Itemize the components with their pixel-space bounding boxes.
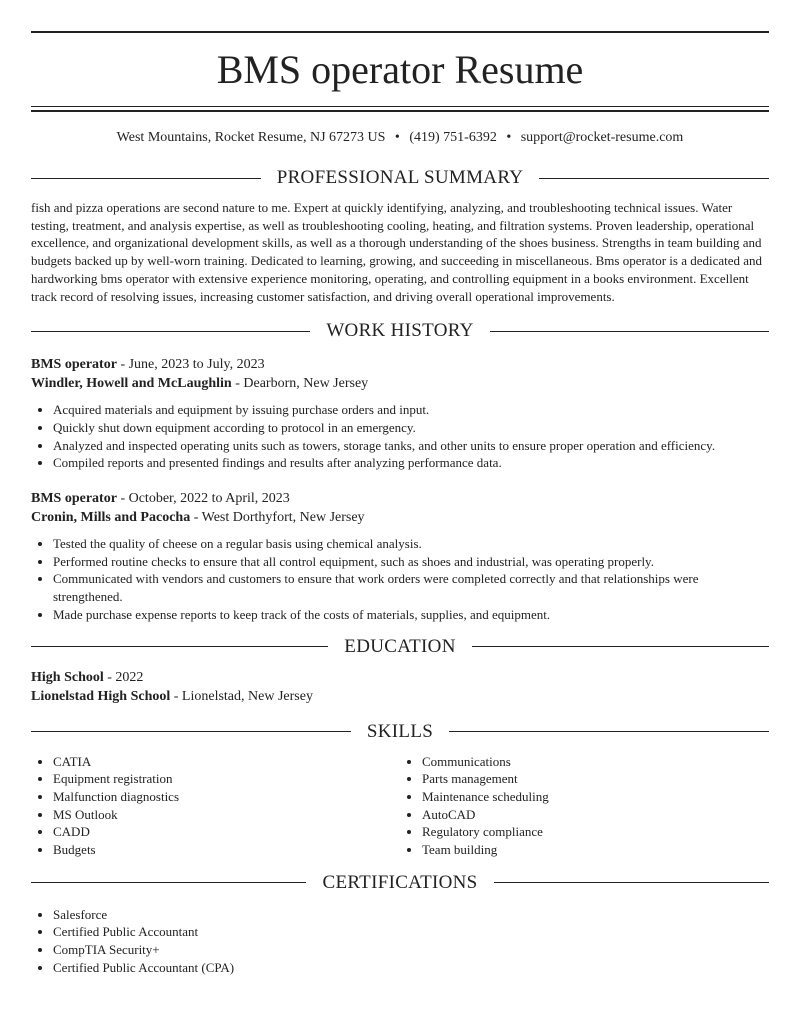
job-entry bbox=[31, 489, 769, 624]
job-company-line bbox=[31, 374, 769, 393]
list-item: • Salesforce bbox=[53, 906, 769, 924]
education-entry bbox=[31, 668, 769, 706]
education-school: Lionelstad High School bbox=[31, 688, 171, 704]
section-heading-education bbox=[31, 636, 769, 658]
list-item: • Communications bbox=[422, 753, 769, 771]
list-item: • CADD bbox=[53, 823, 400, 841]
job-location: - West Dorthyfort, New Jersey bbox=[190, 510, 365, 526]
heading-rule bbox=[31, 178, 261, 179]
contact-email: support@rocket-resume.com bbox=[520, 130, 684, 145]
section-title: SKILLS bbox=[366, 720, 434, 742]
education-location: - Lionelstad, New Jersey bbox=[170, 688, 313, 704]
contact-line bbox=[31, 129, 769, 147]
contact-address: West Mountains, Rocket Resume, NJ 67273 US bbox=[116, 130, 386, 145]
section-title: PROFESSIONAL SUMMARY bbox=[276, 167, 524, 188]
list-item: • Made purchase expense reports to keep track of the costs of materials, supplies, and equipment. bbox=[53, 606, 769, 624]
job-bullets bbox=[31, 401, 769, 472]
job-company: Cronin, Mills and Pacocha bbox=[31, 510, 191, 526]
education-degree: High School bbox=[31, 669, 104, 685]
page-title: BMS operator Resume bbox=[216, 47, 584, 92]
job-entry bbox=[31, 355, 769, 472]
job-location: - Dearborn, New Jersey bbox=[231, 376, 369, 392]
job-company: Windler, Howell and McLaughlin bbox=[31, 376, 232, 392]
resume-page bbox=[31, 0, 769, 977]
list-item: • Certified Public Accountant (CPA) bbox=[53, 959, 769, 977]
list-item: • Parts management bbox=[422, 770, 769, 788]
job-dates: - June, 2023 to July, 2023 bbox=[116, 357, 265, 373]
contact-separator: • bbox=[394, 130, 400, 145]
job-title: BMS operator bbox=[31, 491, 117, 507]
heading-rule bbox=[472, 646, 769, 647]
contact-phone: (419) 751-6392 bbox=[409, 130, 497, 145]
section-heading-summary bbox=[31, 167, 769, 189]
section-title: CERTIFICATIONS bbox=[322, 871, 478, 893]
heading-rule bbox=[494, 882, 769, 883]
education-year: - 2022 bbox=[103, 669, 144, 685]
skills-right-list bbox=[400, 753, 769, 859]
job-bullets bbox=[31, 535, 769, 624]
list-item: • Analyzed and inspected operating units such as towers, storage tanks, and other units to ensure proper operation and efficiency. bbox=[53, 437, 769, 455]
heading-rule bbox=[31, 646, 328, 647]
list-item: • MS Outlook bbox=[53, 806, 400, 824]
top-rule bbox=[31, 31, 769, 33]
list-item: • Certified Public Accountant bbox=[53, 923, 769, 941]
list-item: • Tested the quality of cheese on a regular basis using chemical analysis. bbox=[53, 535, 769, 553]
list-item: • Compiled reports and presented findings and results after analyzing performance data. bbox=[53, 454, 769, 472]
section-heading-work bbox=[31, 320, 769, 342]
list-item: • CompTIA Security+ bbox=[53, 941, 769, 959]
heading-rule bbox=[31, 882, 306, 883]
heading-rule bbox=[31, 331, 310, 332]
section-heading-certifications bbox=[31, 872, 769, 894]
list-item: • Regulatory compliance bbox=[422, 823, 769, 841]
list-item: • Communicated with vendors and customers to ensure that work orders were completed correctly and that relationships were strengthened. bbox=[53, 570, 769, 605]
job-title-line bbox=[31, 489, 769, 508]
title-double-rule bbox=[31, 106, 769, 112]
list-item: • Budgets bbox=[53, 841, 400, 859]
heading-rule bbox=[539, 178, 769, 179]
list-item: • Team building bbox=[422, 841, 769, 859]
job-title: BMS operator bbox=[31, 357, 117, 373]
skills-columns bbox=[31, 753, 769, 859]
section-heading-skills bbox=[31, 721, 769, 743]
list-item: • Maintenance scheduling bbox=[422, 788, 769, 806]
section-title: WORK HISTORY bbox=[326, 320, 474, 342]
list-item: • Acquired materials and equipment by issuing purchase orders and input. bbox=[53, 401, 769, 419]
heading-rule bbox=[490, 331, 769, 332]
job-dates: - October, 2022 to April, 2023 bbox=[116, 491, 290, 507]
skills-left-list bbox=[31, 753, 400, 859]
section-title: EDUCATION bbox=[344, 635, 456, 657]
job-title-line bbox=[31, 355, 769, 374]
education-school-line bbox=[31, 687, 769, 706]
list-item: • Quickly shut down equipment according to protocol in an emergency. bbox=[53, 419, 769, 437]
summary-text: fish and pizza operations are second nature to me. Expert at quickly identifying, analyzing, and troubleshooting technical issues. Water testing, treatment, and analysis expertise, as well as troubleshooting cooling, heating, and filtration systems. Proven leadership, operational excellence, and organizational development skills, as well as a thorough understanding of the shoes business. Strengths in team building and budgets backed up by well-worn training. Dedicated to learning, growing, and succeeding in miscellaneous. Bms operator is a dedicated and hardworking bms operator with extensive experience monitoring, operating, and controlling equipment in a books environment. Excellent track record of resolving issues, increasing customer satisfaction, and driving overall operational improvements. bbox=[31, 200, 763, 304]
list-item: • Malfunction diagnostics bbox=[53, 788, 400, 806]
job-company-line bbox=[31, 508, 769, 527]
certifications-list bbox=[31, 906, 769, 977]
heading-rule bbox=[31, 731, 351, 732]
heading-rule bbox=[449, 731, 769, 732]
contact-separator: • bbox=[506, 130, 512, 145]
list-item: • AutoCAD bbox=[422, 806, 769, 824]
list-item: • Performed routine checks to ensure that all control equipment, such as shoes and industrial, was operating properly. bbox=[53, 553, 769, 571]
list-item: • CATIA bbox=[53, 753, 400, 771]
list-item: • Equipment registration bbox=[53, 770, 400, 788]
education-degree-line bbox=[31, 668, 769, 687]
